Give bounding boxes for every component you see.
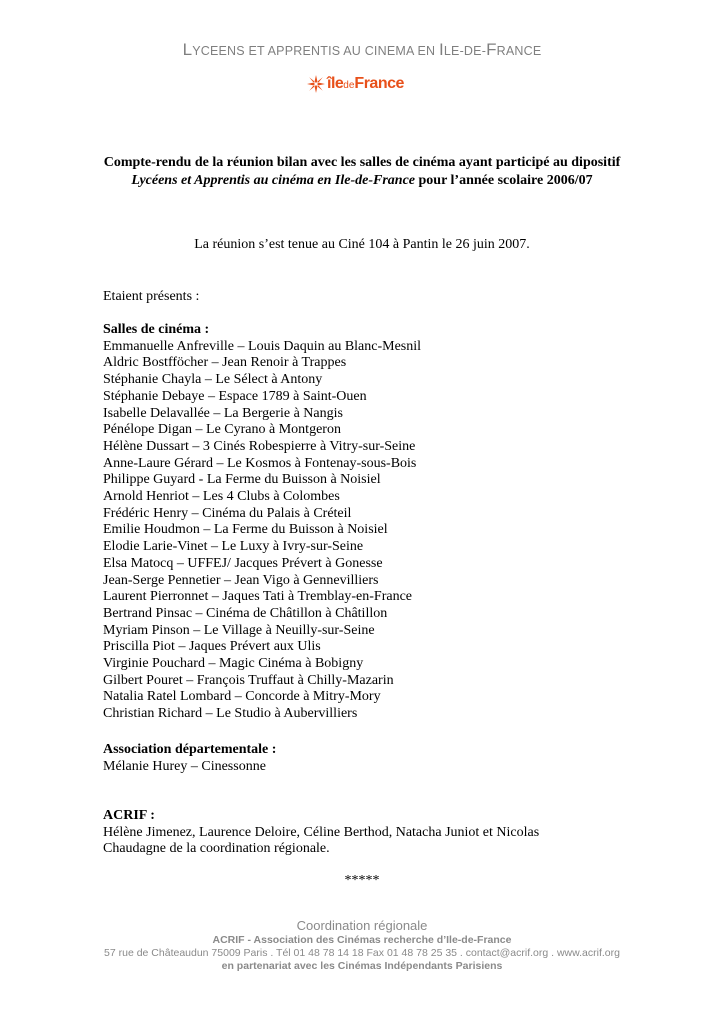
association-section [103,742,276,775]
present-label: Etaient présents : [103,289,200,304]
logo-de-text: de [343,80,355,91]
acrif-section [103,808,623,858]
association-title: Association départementale : [103,742,277,757]
list-item: Frédéric Henry – Cinéma du Palais à Créteil [103,505,352,521]
salles-section [103,322,421,723]
list-item: Stéphanie Debaye – Espace 1789 à Saint-Ouen [103,388,367,404]
list-item: Elodie Larie-Vinet – Le Luxy à Ivry-sur-Seine [103,539,364,555]
list-item: Emilie Houdmon – La Ferme du Buisson à Noisiel [103,522,388,538]
salles-attendee-list [103,339,421,723]
list-item: Laurent Pierronnet – Jaques Tati à Tremblay-en-France [103,589,413,605]
list-item: Stéphanie Chayla – Le Sélect à Antony [103,372,323,388]
footer-partnership: en partenariat avec les Cinémas Indépendants Parisiens [221,960,503,972]
acrif-members-line1: Hélène Jimenez, Laurence Deloire, Céline Berthod, Natacha Juniot et Nicolas [103,824,540,840]
list-item: Virginie Pouchard – Magic Cinéma à Bobigny [103,656,364,672]
list-item: Elsa Matocq – UFFEJ/ Jacques Prévert à Gonesse [103,555,383,571]
list-item: Jean-Serge Pennetier – Jean Vigo à Gennevilliers [103,572,379,588]
list-item: Priscilla Piot – Jaques Prévert aux Ulis [103,639,321,655]
program-name: Lycéens et Apprentis au cinéma en Ile-de-France [131,173,415,188]
association-member: Mélanie Hurey – Cinessonne [103,758,266,774]
report-title-suffix: pour l’année scolaire 2006/07 [415,173,593,188]
list-item: Christian Richard – Le Studio à Aubervilliers [103,706,358,722]
list-item: Pénélope Digan – Le Cyrano à Montgeron [103,422,341,438]
list-item: Anne-Laure Gérard – Le Kosmos à Fontenay-sous-Bois [103,455,417,471]
footer-contact: 57 rue de Châteaudun 75009 Paris . Tél 01 48 78 14 18 Fax 01 48 78 25 35 . contact@acrif.org . www.acrif.org [104,947,620,959]
list-item: Myriam Pinson – Le Village à Neuilly-sur-Seine [103,622,375,638]
header-big-1: L [182,40,193,59]
logo-france-text: France [354,75,404,92]
acrif-title: ACRIF : [103,808,155,823]
iledefrance-logo [307,73,404,95]
list-item: Hélène Dussart – 3 Cinés Robespierre à Vitry-sur-Seine [103,438,416,454]
header-small-3: RANCE [496,44,542,58]
list-item: Bertrand Pinsac – Cinéma de Châtillon à Châtillon [103,605,388,621]
footer-coordination: Coordination régionale [296,918,428,933]
list-item: Emmanuelle Anfreville – Louis Daquin au Blanc-Mesnil [103,338,422,354]
document-header-title [0,40,724,60]
footer-association-name: ACRIF - Association des Cinémas recherche d’Ile-de-France [212,934,512,946]
list-item: Gilbert Pouret – François Truffaut à Chilly-Mazarin [103,672,394,688]
star-burst-icon [307,75,325,93]
list-item: Natalia Ratel Lombard – Concorde à Mitry-Mory [103,689,381,705]
list-item: Philippe Guyard - La Ferme du Buisson à Noisiel [103,472,381,488]
report-title-line2 [0,173,724,189]
list-item: Arnold Henriot – Les 4 Clubs à Colombes [103,489,340,505]
header-small-1: YCEENS ET APPRENTIS AU CINEMA EN [192,44,439,58]
salles-title: Salles de cinéma : [103,322,210,337]
meeting-info: La réunion s’est tenue au Ciné 104 à Pantin le 26 juin 2007. [194,237,530,252]
header-big-3: F [486,40,497,59]
separator-stars: ***** [344,873,380,888]
logo-ile-text: île [327,75,344,92]
list-item: Aldric Bostfföcher – Jean Renoir à Trappes [103,355,347,371]
header-big-2: I [438,40,444,59]
header-small-2: LE-DE- [443,44,487,58]
report-title-line1: Compte-rendu de la réunion bilan avec les salles de cinéma ayant participé au dipositif [103,155,621,170]
acrif-members-line2: Chaudagne de la coordination régionale. [103,841,330,857]
list-item: Isabelle Delavallée – La Bergerie à Nangis [103,405,343,421]
